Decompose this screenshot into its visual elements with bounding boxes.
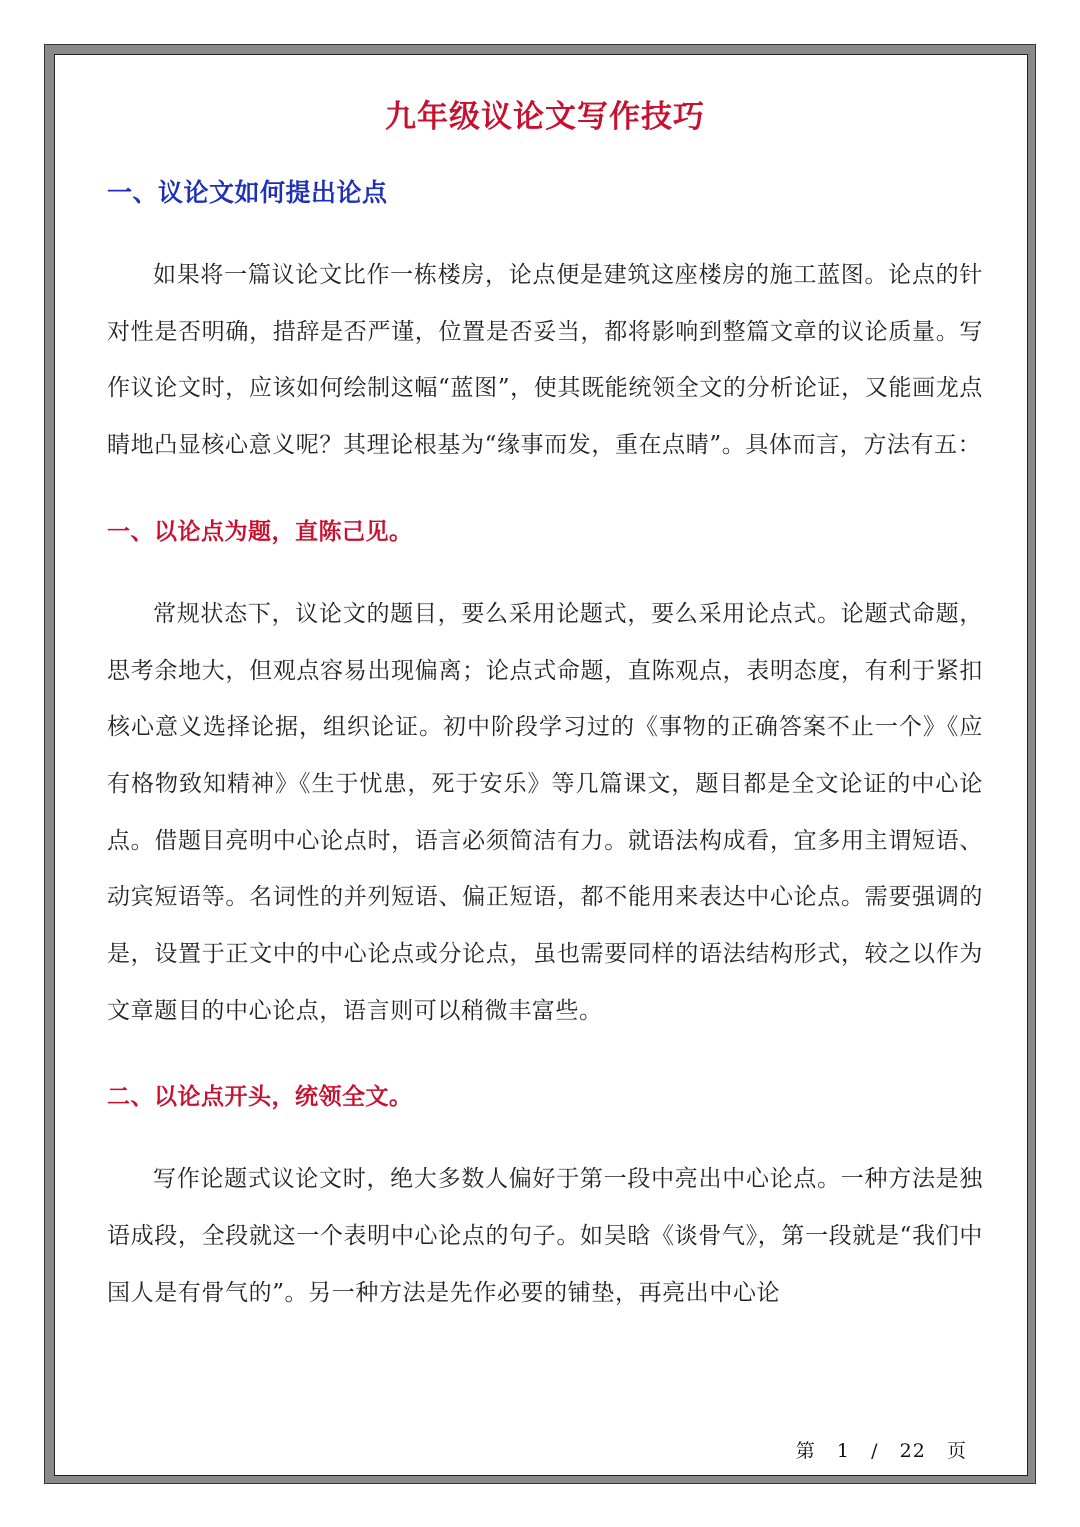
page-separator: / <box>871 1440 879 1462</box>
section-heading-1: 一、议论文如何提出论点 <box>107 178 388 207</box>
document-title: 九年级议论文写作技巧 <box>385 99 705 135</box>
method-paragraph-1: 常规状态下，议论文的题目，要么采用论题式，要么采用论点式。论题式命题，思考余地大，但观点容易出现偏离；论点式命题，直陈观点，表明态度，有利于紧扣核心意义选择论据，组织论证。初中阶段学习过的《事物的正确答案不止一个》《应有格物致知精神》《生于忧患，死于安乐》等几篇课文，题目都是全文论证的中心论点。借题目亮明中心论点时，语言必须简洁有力。就语法构成看，宜多用主谓短语、动宾短语等。名词性的并列短语、偏正短语，都不能用来表达中心论点。需要强调的是，设置于正文中的中心论点或分论点，虽也需要同样的语法结构形式，较之以作为文章题目的中心论点，语言则可以稍微丰富些。 <box>107 600 983 1024</box>
method-heading-1: 一、以论点为题，直陈己见。 <box>107 517 413 545</box>
method-heading-2: 二、以论点开头，统领全文。 <box>107 1083 413 1111</box>
page-prefix: 第 <box>795 1440 816 1462</box>
intro-paragraph: 如果将一篇议论文比作一栋楼房，论点便是建筑这座楼房的施工蓝图。论点的针对性是否明确，措辞是否严谨，位置是否妥当，都将影响到整篇文章的议论质量。写作议论文时，应该如何绘制这幅“蓝图”，使其既能统领全文的分析论证，又能画龙点睛地凸显核心意义呢？其理论根基为“缘事而发，重在点睛”。具体而言，方法有五： <box>107 262 983 459</box>
total-pages: 22 <box>899 1440 926 1462</box>
page-suffix: 页 <box>946 1440 967 1462</box>
page-border-outer <box>44 44 1036 1484</box>
current-page: 1 <box>836 1440 850 1462</box>
method-paragraph-2: 写作论题式议论文时，绝大多数人偏好于第一段中亮出中心论点。一种方法是独语成段，全段就这一个表明中心论点的句子。如吴晗《谈骨气》，第一段就是“我们中国人是有骨气的”。另一种方法是先作必要的铺垫，再亮出中心论 <box>107 1166 983 1306</box>
document-page <box>107 95 983 1322</box>
page-number <box>796 1436 967 1463</box>
page-border-inner <box>54 54 1028 1476</box>
